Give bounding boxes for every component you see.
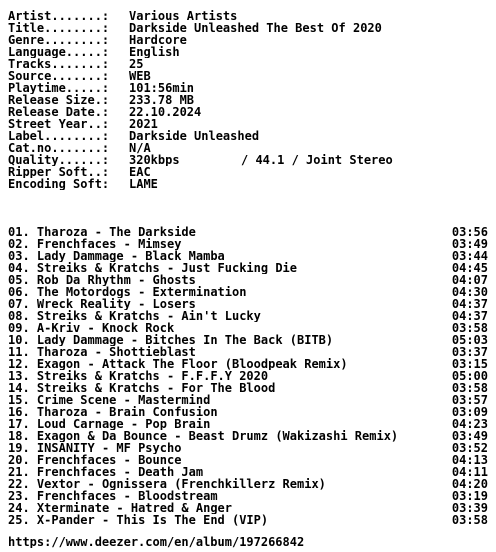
track-separator xyxy=(30,322,37,334)
track-row xyxy=(8,274,488,286)
track-title: Loud Carnage - Pop Brain xyxy=(36,418,211,430)
track-row xyxy=(8,454,488,466)
info-value: 101:56min xyxy=(129,82,195,94)
track-title: X-Pander - This Is The End (VIP) xyxy=(36,514,269,526)
info-row xyxy=(8,10,488,22)
track-separator xyxy=(30,394,37,406)
track-separator xyxy=(30,418,37,430)
info-key: Playtime.....: xyxy=(8,82,110,94)
info-key: Artist.......: xyxy=(8,10,110,22)
info-row xyxy=(8,106,488,118)
track-duration: 04:07 xyxy=(451,274,488,286)
track-number: 22. xyxy=(8,478,30,490)
track-duration: 03:44 xyxy=(451,250,488,262)
track-separator xyxy=(30,514,37,526)
info-row xyxy=(8,22,488,34)
track-title: Exagon - Attack The Floor (Bloodpeak Remix) xyxy=(36,358,348,370)
track-duration: 03:19 xyxy=(451,490,488,502)
info-row xyxy=(8,46,488,58)
track-duration: 03:58 xyxy=(451,382,488,394)
info-value: English xyxy=(129,46,180,58)
info-row xyxy=(8,178,488,190)
track-duration: 04:11 xyxy=(451,466,488,478)
track-row xyxy=(8,394,488,406)
track-separator xyxy=(30,454,37,466)
track-title: Tharoza - Shottieblast xyxy=(36,346,196,358)
track-row xyxy=(8,358,488,370)
info-key: Genre........: xyxy=(8,34,110,46)
track-row xyxy=(8,298,488,310)
quality-bitrate: 320kbps xyxy=(129,154,180,166)
info-value: 22.10.2024 xyxy=(129,106,202,118)
track-row xyxy=(8,262,488,274)
track-number: 20. xyxy=(8,454,30,466)
track-duration: 03:09 xyxy=(451,406,488,418)
track-title: Tharoza - Brain Confusion xyxy=(36,406,218,418)
info-block xyxy=(8,10,488,154)
track-duration: 03:15 xyxy=(451,358,488,370)
info-value: Darkside Unleashed xyxy=(129,130,260,142)
track-title: Tharoza - The Darkside xyxy=(36,226,196,238)
info-key: Street Year..: xyxy=(8,118,110,130)
info-row xyxy=(8,34,488,46)
info-row xyxy=(8,166,488,178)
track-number: 17. xyxy=(8,418,30,430)
track-title: Streiks & Kratchs - Ain't Lucky xyxy=(36,310,261,322)
info-key: Cat.no.......: xyxy=(8,142,110,154)
track-duration: 03:56 xyxy=(451,226,488,238)
track-duration: 03:37 xyxy=(451,346,488,358)
track-title: Vextor - Ognissera (Frenchkillerz Remix) xyxy=(36,478,326,490)
info-key: Source.......: xyxy=(8,70,110,82)
track-number: 11. xyxy=(8,346,30,358)
track-title: Frenchfaces - Death Jam xyxy=(36,466,204,478)
track-separator xyxy=(30,466,37,478)
track-separator xyxy=(30,358,37,370)
track-row xyxy=(8,442,488,454)
track-duration: 03:49 xyxy=(451,430,488,442)
track-row xyxy=(8,466,488,478)
info-value: LAME xyxy=(129,178,158,190)
track-number: 15. xyxy=(8,394,30,406)
track-row xyxy=(8,514,488,526)
track-separator xyxy=(30,274,37,286)
track-number: 14. xyxy=(8,382,30,394)
info-row xyxy=(8,82,488,94)
track-title: Streiks & Kratchs - F.F.F.Y 2020 xyxy=(36,370,269,382)
track-duration: 03:52 xyxy=(451,442,488,454)
track-number: 01. xyxy=(8,226,30,238)
track-number: 03. xyxy=(8,250,30,262)
info-value: 2021 xyxy=(129,118,158,130)
track-row xyxy=(8,250,488,262)
info-key: Release Date.: xyxy=(8,106,110,118)
track-separator xyxy=(30,502,37,514)
track-duration: 03:58 xyxy=(451,514,488,526)
info-row-quality xyxy=(8,154,488,166)
info-value: Hardcore xyxy=(129,34,187,46)
info-row xyxy=(8,58,488,70)
track-number: 21. xyxy=(8,466,30,478)
track-row xyxy=(8,334,488,346)
info-key: Encoding Soft: xyxy=(8,178,110,190)
track-duration: 04:37 xyxy=(451,298,488,310)
track-row xyxy=(8,286,488,298)
track-duration: 05:03 xyxy=(451,334,488,346)
track-title: Streiks & Kratchs - Just Fucking Die xyxy=(36,262,298,274)
track-duration: 05:00 xyxy=(451,370,488,382)
track-separator xyxy=(30,430,37,442)
track-separator xyxy=(30,370,37,382)
info-tail-block xyxy=(8,166,488,190)
blank-space xyxy=(8,190,488,226)
track-separator xyxy=(30,310,37,322)
track-duration: 04:20 xyxy=(451,478,488,490)
track-separator xyxy=(30,478,37,490)
info-key: Language.....: xyxy=(8,46,110,58)
track-title: Frenchfaces - Bounce xyxy=(36,454,182,466)
track-row xyxy=(8,310,488,322)
track-title: Streiks & Kratchs - For The Blood xyxy=(36,382,276,394)
track-title: Exagon & Da Bounce - Beast Drumz (Wakizashi Remix) xyxy=(36,430,399,442)
track-separator xyxy=(30,262,37,274)
info-key: Quality......: xyxy=(8,154,110,166)
track-separator xyxy=(30,382,37,394)
track-row xyxy=(8,238,488,250)
track-duration: 04:23 xyxy=(451,418,488,430)
track-row xyxy=(8,406,488,418)
track-title: Frenchfaces - Bloodstream xyxy=(36,490,218,502)
track-title: Lady Dammage - Black Mamba xyxy=(36,250,225,262)
track-title: Wreck Reality - Losers xyxy=(36,298,196,310)
track-number: 18. xyxy=(8,430,30,442)
track-title: A-Kriv - Knock Rock xyxy=(36,322,175,334)
track-duration: 03:49 xyxy=(451,238,488,250)
track-row xyxy=(8,430,488,442)
track-title: The Motordogs - Extermination xyxy=(36,286,247,298)
track-duration: 04:13 xyxy=(451,454,488,466)
track-number: 06. xyxy=(8,286,30,298)
info-value: 25 xyxy=(129,58,144,70)
info-value: Various Artists xyxy=(129,10,238,22)
info-key: Tracks.......: xyxy=(8,58,110,70)
track-number: 04. xyxy=(8,262,30,274)
track-title: INSANITY - MF Psycho xyxy=(36,442,182,454)
track-duration: 03:58 xyxy=(451,322,488,334)
track-separator xyxy=(30,298,37,310)
track-separator xyxy=(30,442,37,454)
track-row xyxy=(8,382,488,394)
track-title: Crime Scene - Mastermind xyxy=(36,394,211,406)
track-number: 02. xyxy=(8,238,30,250)
track-row xyxy=(8,478,488,490)
track-separator xyxy=(30,406,37,418)
track-title: Frenchfaces - Mimsey xyxy=(36,238,182,250)
track-number: 23. xyxy=(8,490,30,502)
track-number: 09. xyxy=(8,322,30,334)
track-number: 05. xyxy=(8,274,30,286)
track-title: Rob Da Rhythm - Ghosts xyxy=(36,274,196,286)
info-key: Title........: xyxy=(8,22,110,34)
track-duration: 04:37 xyxy=(451,310,488,322)
track-separator xyxy=(30,286,37,298)
info-value: N/A xyxy=(129,142,151,154)
track-duration: 04:30 xyxy=(451,286,488,298)
track-separator xyxy=(30,346,37,358)
track-duration: 04:45 xyxy=(451,262,488,274)
track-separator xyxy=(30,250,37,262)
track-row xyxy=(8,418,488,430)
info-value: WEB xyxy=(129,70,151,82)
track-number: 16. xyxy=(8,406,30,418)
track-title: Lady Dammage - Bitches In The Back (BITB) xyxy=(36,334,334,346)
info-row xyxy=(8,70,488,82)
track-row xyxy=(8,490,488,502)
info-key: Ripper Soft..: xyxy=(8,166,110,178)
track-number: 13. xyxy=(8,370,30,382)
track-number: 08. xyxy=(8,310,30,322)
track-number: 24. xyxy=(8,502,30,514)
track-duration: 03:39 xyxy=(451,502,488,514)
track-number: 19. xyxy=(8,442,30,454)
track-row xyxy=(8,322,488,334)
info-row xyxy=(8,118,488,130)
track-number: 25. xyxy=(8,514,30,526)
track-duration: 03:57 xyxy=(451,394,488,406)
info-row xyxy=(8,142,488,154)
track-row xyxy=(8,370,488,382)
tracklist xyxy=(8,226,488,526)
track-separator xyxy=(30,238,37,250)
info-key: Release Size.: xyxy=(8,94,110,106)
track-number: 12. xyxy=(8,358,30,370)
info-row xyxy=(8,94,488,106)
info-key: Label........: xyxy=(8,130,110,142)
info-value: EAC xyxy=(129,166,151,178)
track-row xyxy=(8,502,488,514)
track-number: 10. xyxy=(8,334,30,346)
track-row xyxy=(8,226,488,238)
track-row xyxy=(8,346,488,358)
track-separator xyxy=(30,334,37,346)
track-number: 07. xyxy=(8,298,30,310)
quality-rest: / 44.1 / Joint Stereo xyxy=(241,154,393,166)
album-url: https://www.deezer.com/en/album/197266842 xyxy=(8,536,305,548)
info-value: 233.78 MB xyxy=(129,94,195,106)
track-separator xyxy=(30,226,37,238)
release-info-document xyxy=(8,10,488,548)
track-separator xyxy=(30,490,37,502)
info-value: Darkside Unleashed The Best Of 2020 xyxy=(129,22,382,34)
info-row xyxy=(8,130,488,142)
track-title: Xterminate - Hatred & Anger xyxy=(36,502,232,514)
